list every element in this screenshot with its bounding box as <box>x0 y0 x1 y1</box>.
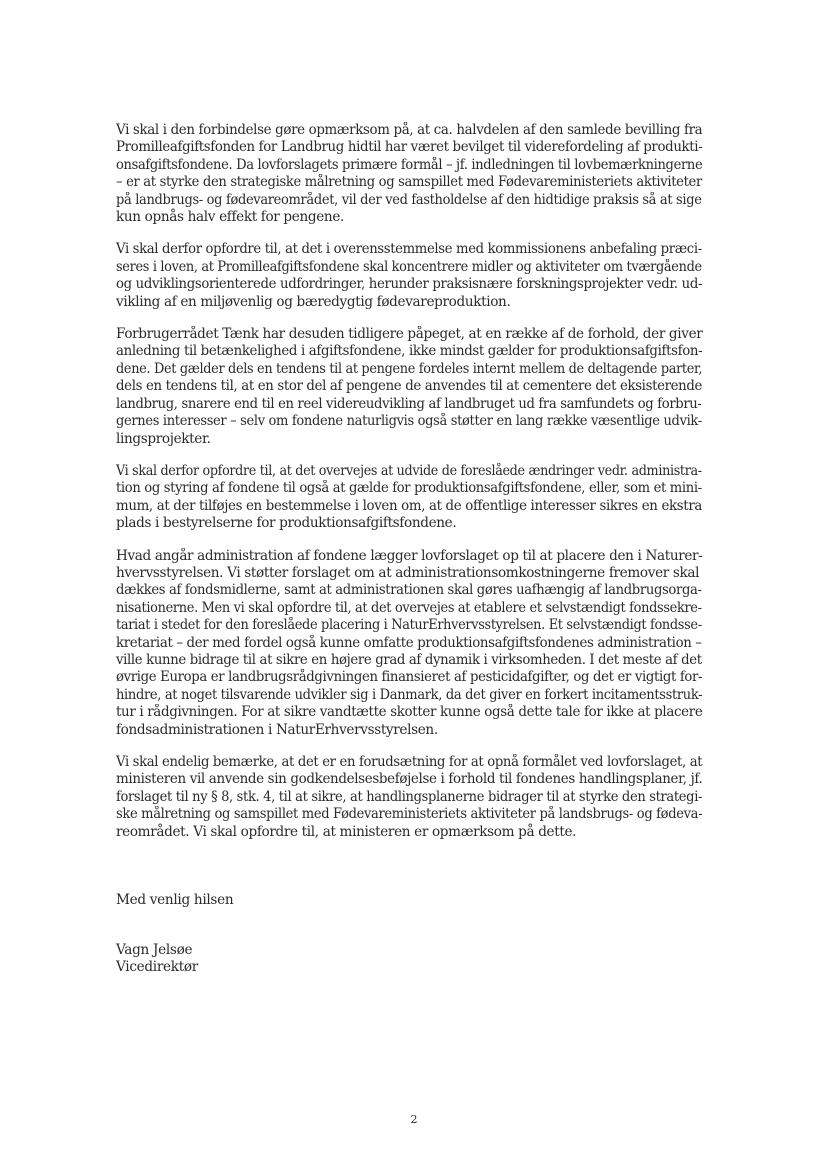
letter-body <box>116 122 702 856</box>
closing-salutation: Med venlig hilsen <box>116 892 234 908</box>
paragraph-line: ske målretning og samspillet med Fødevareministeriets aktiviteter på landsbrugs- og fødeva- <box>116 806 703 823</box>
paragraph-line: fondsadministrationen i NaturErhvervsstyrelsen. <box>116 721 438 738</box>
paragraph-line: mum, at der tilføjes en bestemmelse i loven om, at de offentlige interesser sikres en ekstra <box>116 497 702 514</box>
paragraph-line: kun opnås halv effekt for pengene. <box>116 209 344 226</box>
paragraph-line: ministeren vil anvende sin godkendelsesbeføjelse i forhold til fondenes handlingsplaner, jf. <box>116 771 703 788</box>
paragraph-line: hindre, at noget tilsvarende udvikler sig i Danmark, da det giver en forkert incitamentsstruk- <box>116 686 703 703</box>
paragraph-line: lingsprojekter. <box>116 430 211 447</box>
paragraph-line: landbrug, snarere end til en reel videreudvikling af landbruget ud fra samfundets og forbru- <box>116 395 702 412</box>
paragraph-line: Vi skal derfor opfordre til, at det overvejes at udvide de foreslåede ændringer vedr. administra- <box>116 462 702 479</box>
paragraph-line: plads i bestyrelserne for produktionsafgiftsfondene. <box>116 515 457 532</box>
body-paragraph <box>116 326 702 448</box>
body-paragraph <box>116 463 702 533</box>
paragraph-line: onsafgiftsfondene. Da lovforslagets primære formål – jf. indledningen til lovbemærkningerne <box>116 156 703 173</box>
paragraph-line: seres i loven, at Promilleafgiftsfondene skal koncentrere midler og aktiviteter om tværgående <box>116 258 702 275</box>
body-paragraph <box>116 241 702 311</box>
paragraph-line: dækkes af fondsmidlerne, samt at administrationen skal gøres uafhængig af landbrugsorga- <box>116 582 702 599</box>
paragraph-line: Forbrugerrådet Tænk har desuden tidligere påpeget, at en række af de forhold, der giver <box>116 326 703 343</box>
paragraph-line: anledning til betænkelighed i afgiftsfondene, ikke mindst gælder for produktionsafgiftsfon- <box>116 343 703 360</box>
paragraph-line: forslaget til ny § 8, stk. 4, til at sikre, at handlingsplanerne bidrager til at styrke den strategi- <box>116 788 703 805</box>
paragraph-line: Hvad angår administration af fondene lægger lovforslaget op til at placere den i Naturer- <box>116 547 703 564</box>
paragraph-line: reområdet. Vi skal opfordre til, at ministeren er opmærksom på dette. <box>116 823 577 840</box>
paragraph-line: øvrige Europa er landbrugsrådgivningen finansieret af pesticidafgifter, og det er vigtigt for- <box>116 669 703 686</box>
signatory-name: Vagn Jelsøe <box>116 942 193 958</box>
paragraph-line: Vi skal derfor opfordre til, at det i overensstemmelse med kommissionens anbefaling præci- <box>116 241 702 258</box>
paragraph-line: – er at styrke den strategiske målretning og samspillet med Fødevareministeriets aktiviteter <box>116 174 702 191</box>
paragraph-line: hvervsstyrelsen. Vi støtter forslaget om at administrationsomkostningerne fremover skal <box>116 564 700 581</box>
paragraph-line: tion og styring af fondene til også at gælde for produktionsafgiftsfondene, eller, som et mini- <box>116 480 702 497</box>
paragraph-line: nisationerne. Men vi skal opfordre til, at det overvejes at etablere et selvstændigt fondssekre- <box>116 599 702 616</box>
paragraph-line: vikling af en miljøvenlig og bæredygtig fødevareproduktion. <box>116 293 511 310</box>
paragraph-line: tur i rådgivningen. For at sikre vandtætte skotter kunne også dette tale for ikke at placere <box>116 704 703 721</box>
signature-block <box>116 942 198 977</box>
paragraph-line: Vi skal i den forbindelse gøre opmærksom på, at ca. halvdelen af den samlede bevilling fra <box>116 122 703 138</box>
paragraph-line: Promilleafgiftsfonden for Landbrug hidtil har været bevilget til viderefordeling af produkti- <box>116 139 703 156</box>
paragraph-line: gernes interesser – selv om fondene naturligvis også støtter en lang række væsentlige udvik- <box>116 413 702 430</box>
signatory-title: Vicedirektør <box>116 959 198 976</box>
paragraph-line: kretariat – der med fordel også kunne omfatte produktionsafgiftsfondenes administration – <box>116 634 702 651</box>
paragraph-line: dels en tendens til, at en stor del af pengene de anvendes til at cementere det eksisterende <box>116 378 703 395</box>
paragraph-line: på landbrugs- og fødevareområdet, vil der ved fastholdelse af den hidtidige praksis så at sige <box>116 191 702 208</box>
paragraph-line: og udviklingsorienterede udfordringer, herunder praksisnære forskningsprojekter vedr. ud- <box>116 276 703 293</box>
body-paragraph <box>116 548 702 739</box>
page-number: 2 <box>410 1113 418 1126</box>
paragraph-line: Vi skal endelig bemærke, at det er en forudsætning for at opnå formålet ved lovforslaget, at <box>116 754 703 770</box>
body-paragraph <box>116 754 702 841</box>
paragraph-line: tariat i stedet for den foreslåede placering i NaturErhvervsstyrelsen. Et selvstændigt fondsse- <box>116 617 702 634</box>
paragraph-line: dene. Det gælder dels en tendens til at pengene fordeles internt mellem de deltagende parter, <box>116 360 703 377</box>
body-paragraph <box>116 122 702 226</box>
paragraph-line: ville kunne bidrage til at sikre en højere grad af dynamik i virksomheden. I det meste af det <box>116 651 702 668</box>
